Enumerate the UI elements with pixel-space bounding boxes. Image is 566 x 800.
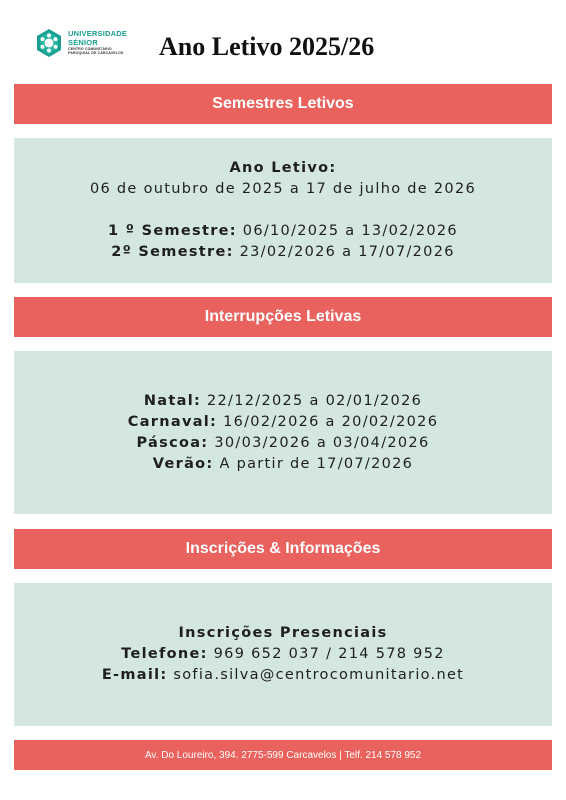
natal-value: 22/12/2025 a 02/01/2026 [201, 392, 423, 409]
logo [34, 28, 127, 58]
email-value: sofia.silva@centrocomunitario.net [167, 667, 465, 683]
pascoa-value: 30/03/2026 a 03/04/2026 [208, 434, 430, 451]
pascoa-label: Páscoa: [136, 434, 209, 451]
semestre-1-label: 1 º Semestre: [108, 223, 237, 239]
semestre-2-label: 2º Semestre: [111, 244, 234, 260]
email-label: E-mail: [101, 667, 168, 683]
carnaval-label: Carnaval: [127, 413, 218, 430]
inscricoes-box [14, 583, 552, 726]
semestre-1-line [108, 221, 458, 242]
verao-value: A partir de 17/07/2026 [213, 455, 414, 472]
interrupcoes-heading: Interrupções Letivas [14, 297, 552, 337]
logo-line-3: CENTRO COMUNITÁRIO [68, 47, 112, 52]
logo-line-4: PAROQUIAL DE CARCAVELOS [68, 51, 124, 55]
semestres-heading: Semestres Letivos [14, 84, 552, 124]
footer-address: Av. Do Loureiro, 394. 2775-599 Carcavelos | Telf. 214 578 952 [14, 740, 552, 770]
hexagon-logo-icon [34, 28, 64, 58]
ano-letivo-value: 06 de outubro de 2025 a 17 de julho de 2026 [89, 181, 477, 197]
inscricoes-heading: Inscrições & Informações [14, 529, 552, 569]
logo-line-2: SÉNIOR [68, 37, 98, 47]
semestres-box [14, 138, 552, 283]
ano-letivo-label: Ano Letivo: [229, 160, 337, 176]
interrupcoes-box [14, 351, 552, 514]
telefone-line [121, 644, 445, 665]
logo-text [68, 30, 127, 55]
verao-label: Verão: [152, 455, 214, 472]
inscricoes-presenciais: Inscrições Presenciais [178, 625, 388, 641]
page-title: Ano Letivo 2025/26 [159, 32, 375, 61]
telefone-value: 969 652 037 / 214 578 952 [207, 646, 445, 662]
semestre-1-value: 06/10/2025 a 13/02/2026 [236, 223, 458, 239]
carnaval-line [128, 412, 438, 433]
natal-line [144, 391, 422, 412]
logo-line-1: UNIVERSIDADE [68, 29, 128, 39]
semestre-2-value: 23/02/2026 a 17/07/2026 [233, 244, 455, 260]
carnaval-value: 16/02/2026 a 20/02/2026 [217, 413, 439, 430]
telefone-label: Telefone: [121, 646, 208, 662]
natal-label: Natal: [143, 392, 202, 409]
verao-line [153, 454, 413, 475]
semestre-2-line [111, 242, 455, 263]
pascoa-line [137, 433, 430, 454]
email-line [102, 665, 464, 686]
